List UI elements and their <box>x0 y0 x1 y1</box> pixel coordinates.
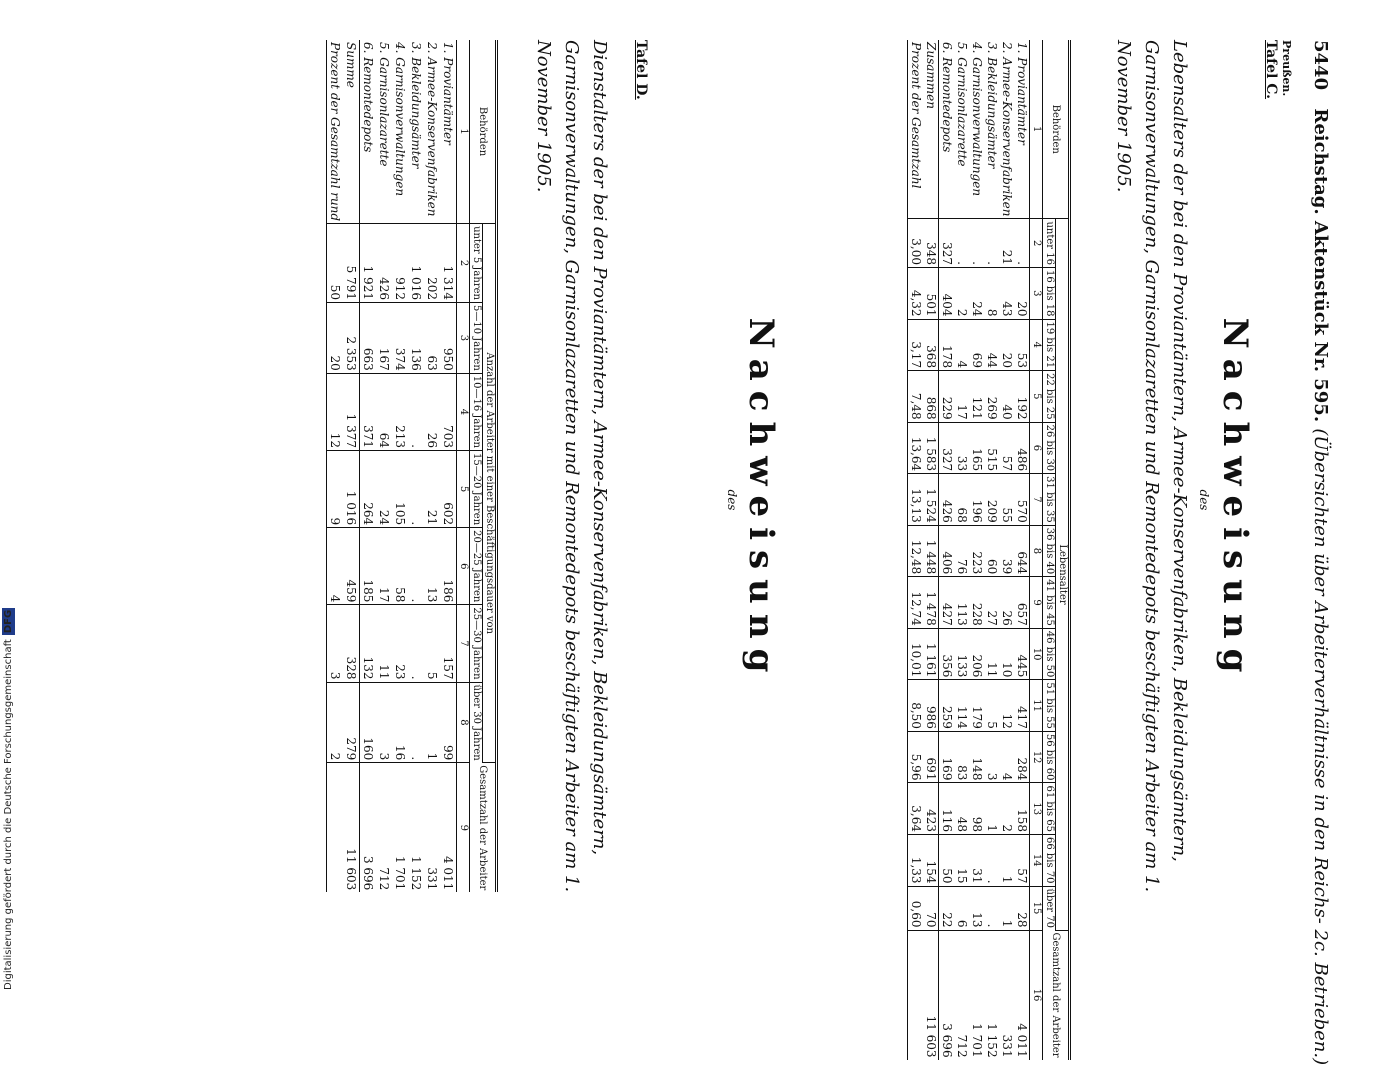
dfg-logo: DFG <box>3 609 14 634</box>
table-cell: 17 <box>376 528 392 605</box>
header-subtitle: (Übersichten über Arbeiterverhältnisse in den Reichs- 2c. Betrieben.) <box>1310 428 1331 1065</box>
duration-header: 5—10 Jahren <box>470 302 483 373</box>
table-cell: 48 <box>954 783 969 835</box>
table-cell: 406 <box>939 525 955 577</box>
table-cell: 404 <box>939 267 955 319</box>
table-cell: . <box>408 528 424 605</box>
table-cell: 0,60 <box>908 886 924 930</box>
table-cell: 12 <box>327 373 344 450</box>
table-cell: 33 <box>954 422 969 474</box>
table-cell: 132 <box>360 605 377 682</box>
column-number: 14 <box>1030 835 1043 887</box>
tafel-c-label: Tafel C. <box>1263 40 1279 100</box>
row-label: 3. Bekleidungsämter <box>984 40 999 219</box>
table-cell: 4 011 <box>441 855 455 891</box>
row-label: Zusammen <box>923 40 939 219</box>
page-header <box>1310 40 1331 1065</box>
row-label: 6. Remontedepots <box>360 40 377 224</box>
table-cell: . <box>408 682 424 763</box>
table-cell: 83 <box>954 731 969 783</box>
column-number-row-d <box>457 40 470 892</box>
table-cell: 12 <box>999 680 1014 732</box>
table-row <box>408 40 424 892</box>
table-cell: 663 <box>360 302 377 373</box>
table-cell: . <box>969 219 984 268</box>
table-cell: 154 <box>923 835 939 887</box>
table-cell: 426 <box>376 224 392 303</box>
table-cell: 50 <box>327 224 344 303</box>
table-row <box>939 40 955 1060</box>
row-label: 6. Remontedepots <box>939 40 955 219</box>
row-label: 2. Armee-Konservenfabriken <box>999 40 1014 219</box>
table-cell: 12,74 <box>908 577 924 629</box>
age-header: 66 bis 70 <box>1043 835 1056 887</box>
table-cell: 11 603 <box>923 930 939 1060</box>
table-cell: 284 <box>1014 731 1030 783</box>
sum-row <box>343 40 360 892</box>
column-number: 4 <box>1030 319 1043 371</box>
table-cell: 23 <box>392 605 408 682</box>
table-cell: 602 <box>440 450 457 527</box>
table-d <box>326 40 498 892</box>
table-cell: 20 <box>1014 267 1030 319</box>
column-number: 1 <box>457 40 470 224</box>
table-cell: 1 152 <box>409 855 423 891</box>
table-cell: 2 <box>327 682 344 763</box>
state-label: Preußen. <box>1280 40 1293 97</box>
behoerden-header-d: Behörden <box>470 40 497 224</box>
table-cell: 356 <box>939 628 955 680</box>
table-cell: 196 <box>969 474 984 526</box>
age-header: 31 bis 35 <box>1043 474 1056 526</box>
age-header: 56 bis 60 <box>1043 731 1056 783</box>
table-cell: 20 <box>327 302 344 373</box>
table-cell: 1 <box>984 783 999 835</box>
table-cell: 712 <box>955 1034 969 1058</box>
table-cell: 371 <box>360 373 377 450</box>
table-cell: 98 <box>969 783 984 835</box>
table-cell: 259 <box>939 680 955 732</box>
age-header: 51 bis 55 <box>1043 680 1056 732</box>
column-number: 3 <box>457 302 470 373</box>
table-cell: 1 016 <box>408 224 424 303</box>
table-cell: 4 <box>999 731 1014 783</box>
column-number: 8 <box>457 682 470 763</box>
table-cell: 13 <box>969 886 984 930</box>
table-cell: 486 <box>1014 422 1030 474</box>
table-cell: 63 <box>424 302 440 373</box>
table-cell: 165 <box>969 422 984 474</box>
table-cell: 1 448 <box>923 525 939 577</box>
table-cell: 10,01 <box>908 628 924 680</box>
age-header: 46 bis 50 <box>1043 628 1056 680</box>
table-cell: . <box>408 373 424 450</box>
section-d-subtitle: Dienstalters der bei den Proviantämtern, Armee-Konservenfabriken, Bekleidungsämtern, Garnisonverwaltungen, Garnisonlazaretten und Remontedepots beschäftigten Arbeiter am 1. November 1905. <box>533 40 610 893</box>
duration-header: 20—25 Jahren <box>470 528 483 605</box>
table-cell <box>327 763 344 893</box>
table-cell: 1 152 <box>985 1023 999 1058</box>
table-cell: 331 <box>425 867 439 891</box>
table-cell: 1 314 <box>440 224 457 303</box>
table-cell: 26 <box>999 577 1014 629</box>
age-header: 36 bis 40 <box>1043 525 1056 577</box>
table-d-body <box>327 40 457 892</box>
table-cell: 185 <box>360 528 377 605</box>
table-cell: 1 478 <box>923 577 939 629</box>
header-title: Reichstag. Aktenstück Nr. 595. <box>1310 108 1331 423</box>
table-cell: 5,96 <box>908 731 924 783</box>
table-cell: 178 <box>939 319 955 371</box>
percent-row <box>908 40 924 1060</box>
table-cell: 1 <box>424 682 440 763</box>
table-cell: 1 161 <box>923 628 939 680</box>
table-cell: 1 583 <box>923 422 939 474</box>
duration-header: unter 5 Jahren <box>470 224 483 303</box>
table-cell: 3 <box>376 682 392 763</box>
table-cell: 1,33 <box>908 835 924 887</box>
table-cell: 15 <box>954 835 969 887</box>
table-cell: 950 <box>440 302 457 373</box>
table-row <box>376 40 392 892</box>
tafel-d-label: Tafel D. <box>633 40 649 100</box>
table-cell: 209 <box>984 474 999 526</box>
row-label: 3. Bekleidungsämter <box>408 40 424 224</box>
table-cell: 136 <box>408 302 424 373</box>
section-c-heading: Nachweisung <box>1215 317 1255 683</box>
table-cell: 160 <box>360 682 377 763</box>
column-number: 12 <box>1030 731 1043 783</box>
table-cell: 515 <box>984 422 999 474</box>
table-cell: 4 <box>954 319 969 371</box>
table-cell: 24 <box>376 450 392 527</box>
table-cell: 22 <box>939 886 955 930</box>
table-cell: 167 <box>376 302 392 373</box>
table-row <box>984 40 999 1060</box>
gesamt-header-d: Gesamtzahl der Arbeiter <box>470 763 497 893</box>
column-number: 9 <box>457 763 470 893</box>
table-cell: 427 <box>939 577 955 629</box>
table-cell: 113 <box>954 577 969 629</box>
row-label: 1. Proviantämter <box>440 40 457 224</box>
age-header: unter 16 <box>1043 219 1056 268</box>
table-cell: . <box>984 835 999 887</box>
table-row <box>1014 40 1030 1060</box>
table-row <box>969 40 984 1060</box>
column-number: 16 <box>1030 930 1043 1060</box>
table-cell: 69 <box>969 319 984 371</box>
age-header: 61 bis 65 <box>1043 783 1056 835</box>
column-number: 3 <box>1030 267 1043 319</box>
table-cell: 20 <box>999 319 1014 371</box>
column-number: 2 <box>1030 219 1043 268</box>
table-cell: 8,50 <box>908 680 924 732</box>
table-cell: 17 <box>954 371 969 423</box>
table-cell: 5 <box>424 605 440 682</box>
row-label: 1. Proviantämter <box>1014 40 1030 219</box>
table-cell: 657 <box>1014 577 1030 629</box>
table-cell: 186 <box>440 528 457 605</box>
duration-header: 10—16 Jahren <box>470 373 483 450</box>
column-number: 6 <box>1030 422 1043 474</box>
table-cell: 4 <box>327 528 344 605</box>
table-row <box>440 40 457 892</box>
table-cell: 423 <box>923 783 939 835</box>
behoerden-header: Behörden <box>1043 40 1070 219</box>
table-cell: 28 <box>1014 886 1030 930</box>
row-label: Prozent der Gesamtzahl <box>908 40 924 219</box>
credit-text: Digitalisierung gefördert durch die Deutsche Forschungsgemeinschaft <box>3 639 14 990</box>
sum-row <box>923 40 939 1060</box>
table-cell: 223 <box>969 525 984 577</box>
table-cell: . <box>984 219 999 268</box>
table-cell: 3,00 <box>908 219 924 268</box>
table-cell: 116 <box>939 783 955 835</box>
table-cell: 570 <box>1014 474 1030 526</box>
table-cell: 3,17 <box>908 319 924 371</box>
age-header: 26 bis 30 <box>1043 422 1056 474</box>
row-label: 4. Garnisonverwaltungen <box>969 40 984 219</box>
table-cell: 426 <box>939 474 955 526</box>
column-number: 8 <box>1030 525 1043 577</box>
table-c-body <box>908 40 1030 1060</box>
table-cell: . <box>984 886 999 930</box>
credit-text-wrap <box>2 608 15 990</box>
table-cell: 7,48 <box>908 371 924 423</box>
table-cell: 703 <box>440 373 457 450</box>
table-cell: 157 <box>440 605 457 682</box>
age-header: über 70 <box>1043 886 1056 930</box>
column-number: 2 <box>457 224 470 303</box>
row-label: 2. Armee-Konservenfabriken <box>424 40 440 224</box>
table-cell: 6 <box>954 886 969 930</box>
table-cell: 21 <box>424 450 440 527</box>
table-cell: 501 <box>923 267 939 319</box>
table-cell: 16 <box>392 682 408 763</box>
age-header: 19 bis 21 <box>1043 319 1056 371</box>
table-cell: 2 353 <box>343 302 360 373</box>
table-cell: 70 <box>923 886 939 930</box>
table-cell: 64 <box>376 373 392 450</box>
column-number: 5 <box>457 450 470 527</box>
section-d-heading: Nachweisung <box>741 317 781 683</box>
table-row <box>360 40 377 892</box>
table-cell: 264 <box>360 450 377 527</box>
table-cell: 105 <box>392 450 408 527</box>
table-cell: 912 <box>392 224 408 303</box>
table-cell: . <box>954 219 969 268</box>
table-cell: 26 <box>424 373 440 450</box>
table-cell: 213 <box>392 373 408 450</box>
table-cell: 206 <box>969 628 984 680</box>
table-cell: 1 377 <box>343 373 360 450</box>
row-label: 5. Garnisonlazarette <box>376 40 392 224</box>
table-cell: 55 <box>999 474 1014 526</box>
table-cell <box>908 930 924 1060</box>
table-cell: 459 <box>343 528 360 605</box>
table-cell: 374 <box>392 302 408 373</box>
table-cell: 99 <box>440 682 457 763</box>
table-row <box>954 40 969 1060</box>
table-cell: 121 <box>969 371 984 423</box>
table-cell: 76 <box>954 525 969 577</box>
table-cell: 60 <box>984 525 999 577</box>
table-cell: 3 <box>327 605 344 682</box>
table-cell: 11 <box>984 628 999 680</box>
lebensalter-header: Lebensalter <box>1056 219 1070 930</box>
table-cell: 11 <box>376 605 392 682</box>
duration-header: 25—30 Jahren <box>470 605 483 682</box>
table-cell: 10 <box>999 628 1014 680</box>
table-cell: 24 <box>969 267 984 319</box>
table-cell: 445 <box>1014 628 1030 680</box>
anzahl-header: Anzahl der Arbeiter mit einer Beschäftigungsdauer von <box>483 224 497 763</box>
table-cell: 2 <box>954 267 969 319</box>
percent-row <box>327 40 344 892</box>
table-cell: 21 <box>999 219 1014 268</box>
table-cell: 1 016 <box>343 450 360 527</box>
column-number: 15 <box>1030 886 1043 930</box>
table-cell: 327 <box>939 219 955 268</box>
table-cell: 328 <box>343 605 360 682</box>
column-number: 13 <box>1030 783 1043 835</box>
column-number: 10 <box>1030 628 1043 680</box>
table-cell: 179 <box>969 680 984 732</box>
table-cell: 269 <box>984 371 999 423</box>
table-cell: 986 <box>923 680 939 732</box>
table-cell: 58 <box>392 528 408 605</box>
table-cell: 11 603 <box>343 763 360 893</box>
table-cell: 13,13 <box>908 474 924 526</box>
table-cell: 3 696 <box>361 855 375 891</box>
age-header: 22 bis 25 <box>1043 371 1056 423</box>
column-number: 11 <box>1030 680 1043 732</box>
table-cell: 158 <box>1014 783 1030 835</box>
table-cell: 133 <box>954 628 969 680</box>
column-number: 5 <box>1030 371 1043 423</box>
age-header: 41 bis 45 <box>1043 577 1056 629</box>
table-cell: 2 <box>999 783 1014 835</box>
table-cell: 3 696 <box>940 1023 954 1058</box>
table-cell: 1 <box>999 835 1014 887</box>
table-row <box>424 40 440 892</box>
page-number: 5440 <box>1310 40 1331 91</box>
table-cell: 50 <box>939 835 955 887</box>
age-header: 16 bis 18 <box>1043 267 1056 319</box>
table-cell: 348 <box>923 219 939 268</box>
table-cell: 169 <box>939 731 955 783</box>
table-cell: 4,32 <box>908 267 924 319</box>
table-cell: 114 <box>954 680 969 732</box>
table-cell: 417 <box>1014 680 1030 732</box>
column-number: 9 <box>1030 577 1043 629</box>
table-cell: 68 <box>954 474 969 526</box>
table-cell: 279 <box>343 682 360 763</box>
table-cell: 39 <box>999 525 1014 577</box>
table-cell: 192 <box>1014 371 1030 423</box>
table-cell: 3,64 <box>908 783 924 835</box>
table-cell: 331 <box>1000 1034 1014 1058</box>
duration-header: 15—20 Jahren <box>470 450 483 527</box>
table-cell: 228 <box>969 577 984 629</box>
table-cell: 40 <box>999 371 1014 423</box>
credit-strip <box>2 0 22 1000</box>
table-cell: 1 701 <box>970 1023 984 1058</box>
table-cell: 44 <box>984 319 999 371</box>
table-cell: 202 <box>424 224 440 303</box>
table-cell: 57 <box>999 422 1014 474</box>
table-cell: 5 791 <box>343 224 360 303</box>
table-cell: 53 <box>1014 319 1030 371</box>
table-row <box>392 40 408 892</box>
table-cell: 644 <box>1014 525 1030 577</box>
section-c-des: des <box>1197 489 1211 511</box>
table-cell: 31 <box>969 835 984 887</box>
table-cell: 1 <box>999 886 1014 930</box>
row-label: Summe <box>343 40 360 224</box>
table-cell: 43 <box>999 267 1014 319</box>
column-number-row <box>1030 40 1043 1060</box>
section-c-subtitle: Lebensalters der bei den Proviantämtern, Armee-Konservenfabriken, Bekleidungsämtern, Garnisonverwaltungen, Garnisonlazaretten und Remontedepots beschäftigten Arbeiter am 1. November 1905. <box>1113 40 1190 893</box>
table-cell: 8 <box>984 267 999 319</box>
table-cell: . <box>408 605 424 682</box>
table-cell: 13 <box>424 528 440 605</box>
table-cell: 712 <box>377 867 391 891</box>
table-cell: 1 524 <box>923 474 939 526</box>
table-cell: 327 <box>939 422 955 474</box>
table-cell: 1 921 <box>360 224 377 303</box>
column-number: 4 <box>457 373 470 450</box>
table-cell: 3 <box>984 731 999 783</box>
table-cell: 368 <box>923 319 939 371</box>
table-cell: 1 701 <box>393 855 407 891</box>
table-cell: 691 <box>923 731 939 783</box>
table-cell: 13,64 <box>908 422 924 474</box>
duration-header: über 30 Jahren <box>470 682 483 763</box>
column-number: 7 <box>457 605 470 682</box>
table-cell: 57 <box>1014 835 1030 887</box>
column-number: 7 <box>1030 474 1043 526</box>
column-number: 6 <box>457 528 470 605</box>
table-cell: . <box>408 450 424 527</box>
table-row <box>999 40 1014 1060</box>
gesamt-header: Gesamtzahl der Arbeiter <box>1043 930 1070 1060</box>
table-cell: 868 <box>923 371 939 423</box>
table-cell: 4 011 <box>1015 1023 1029 1058</box>
table-cell: . <box>1014 219 1030 268</box>
column-number: 1 <box>1030 40 1043 219</box>
table-cell: 229 <box>939 371 955 423</box>
table-cell: 12,48 <box>908 525 924 577</box>
table-cell: 5 <box>984 680 999 732</box>
table-cell: 9 <box>327 450 344 527</box>
row-label: 4. Garnisonverwaltungen <box>392 40 408 224</box>
table-c <box>907 40 1071 1060</box>
section-d-des: des <box>725 489 739 511</box>
row-label: Prozent der Gesamtzahl rund <box>327 40 344 224</box>
row-label: 5. Garnisonlazarette <box>954 40 969 219</box>
table-cell: 148 <box>969 731 984 783</box>
table-cell: 27 <box>984 577 999 629</box>
